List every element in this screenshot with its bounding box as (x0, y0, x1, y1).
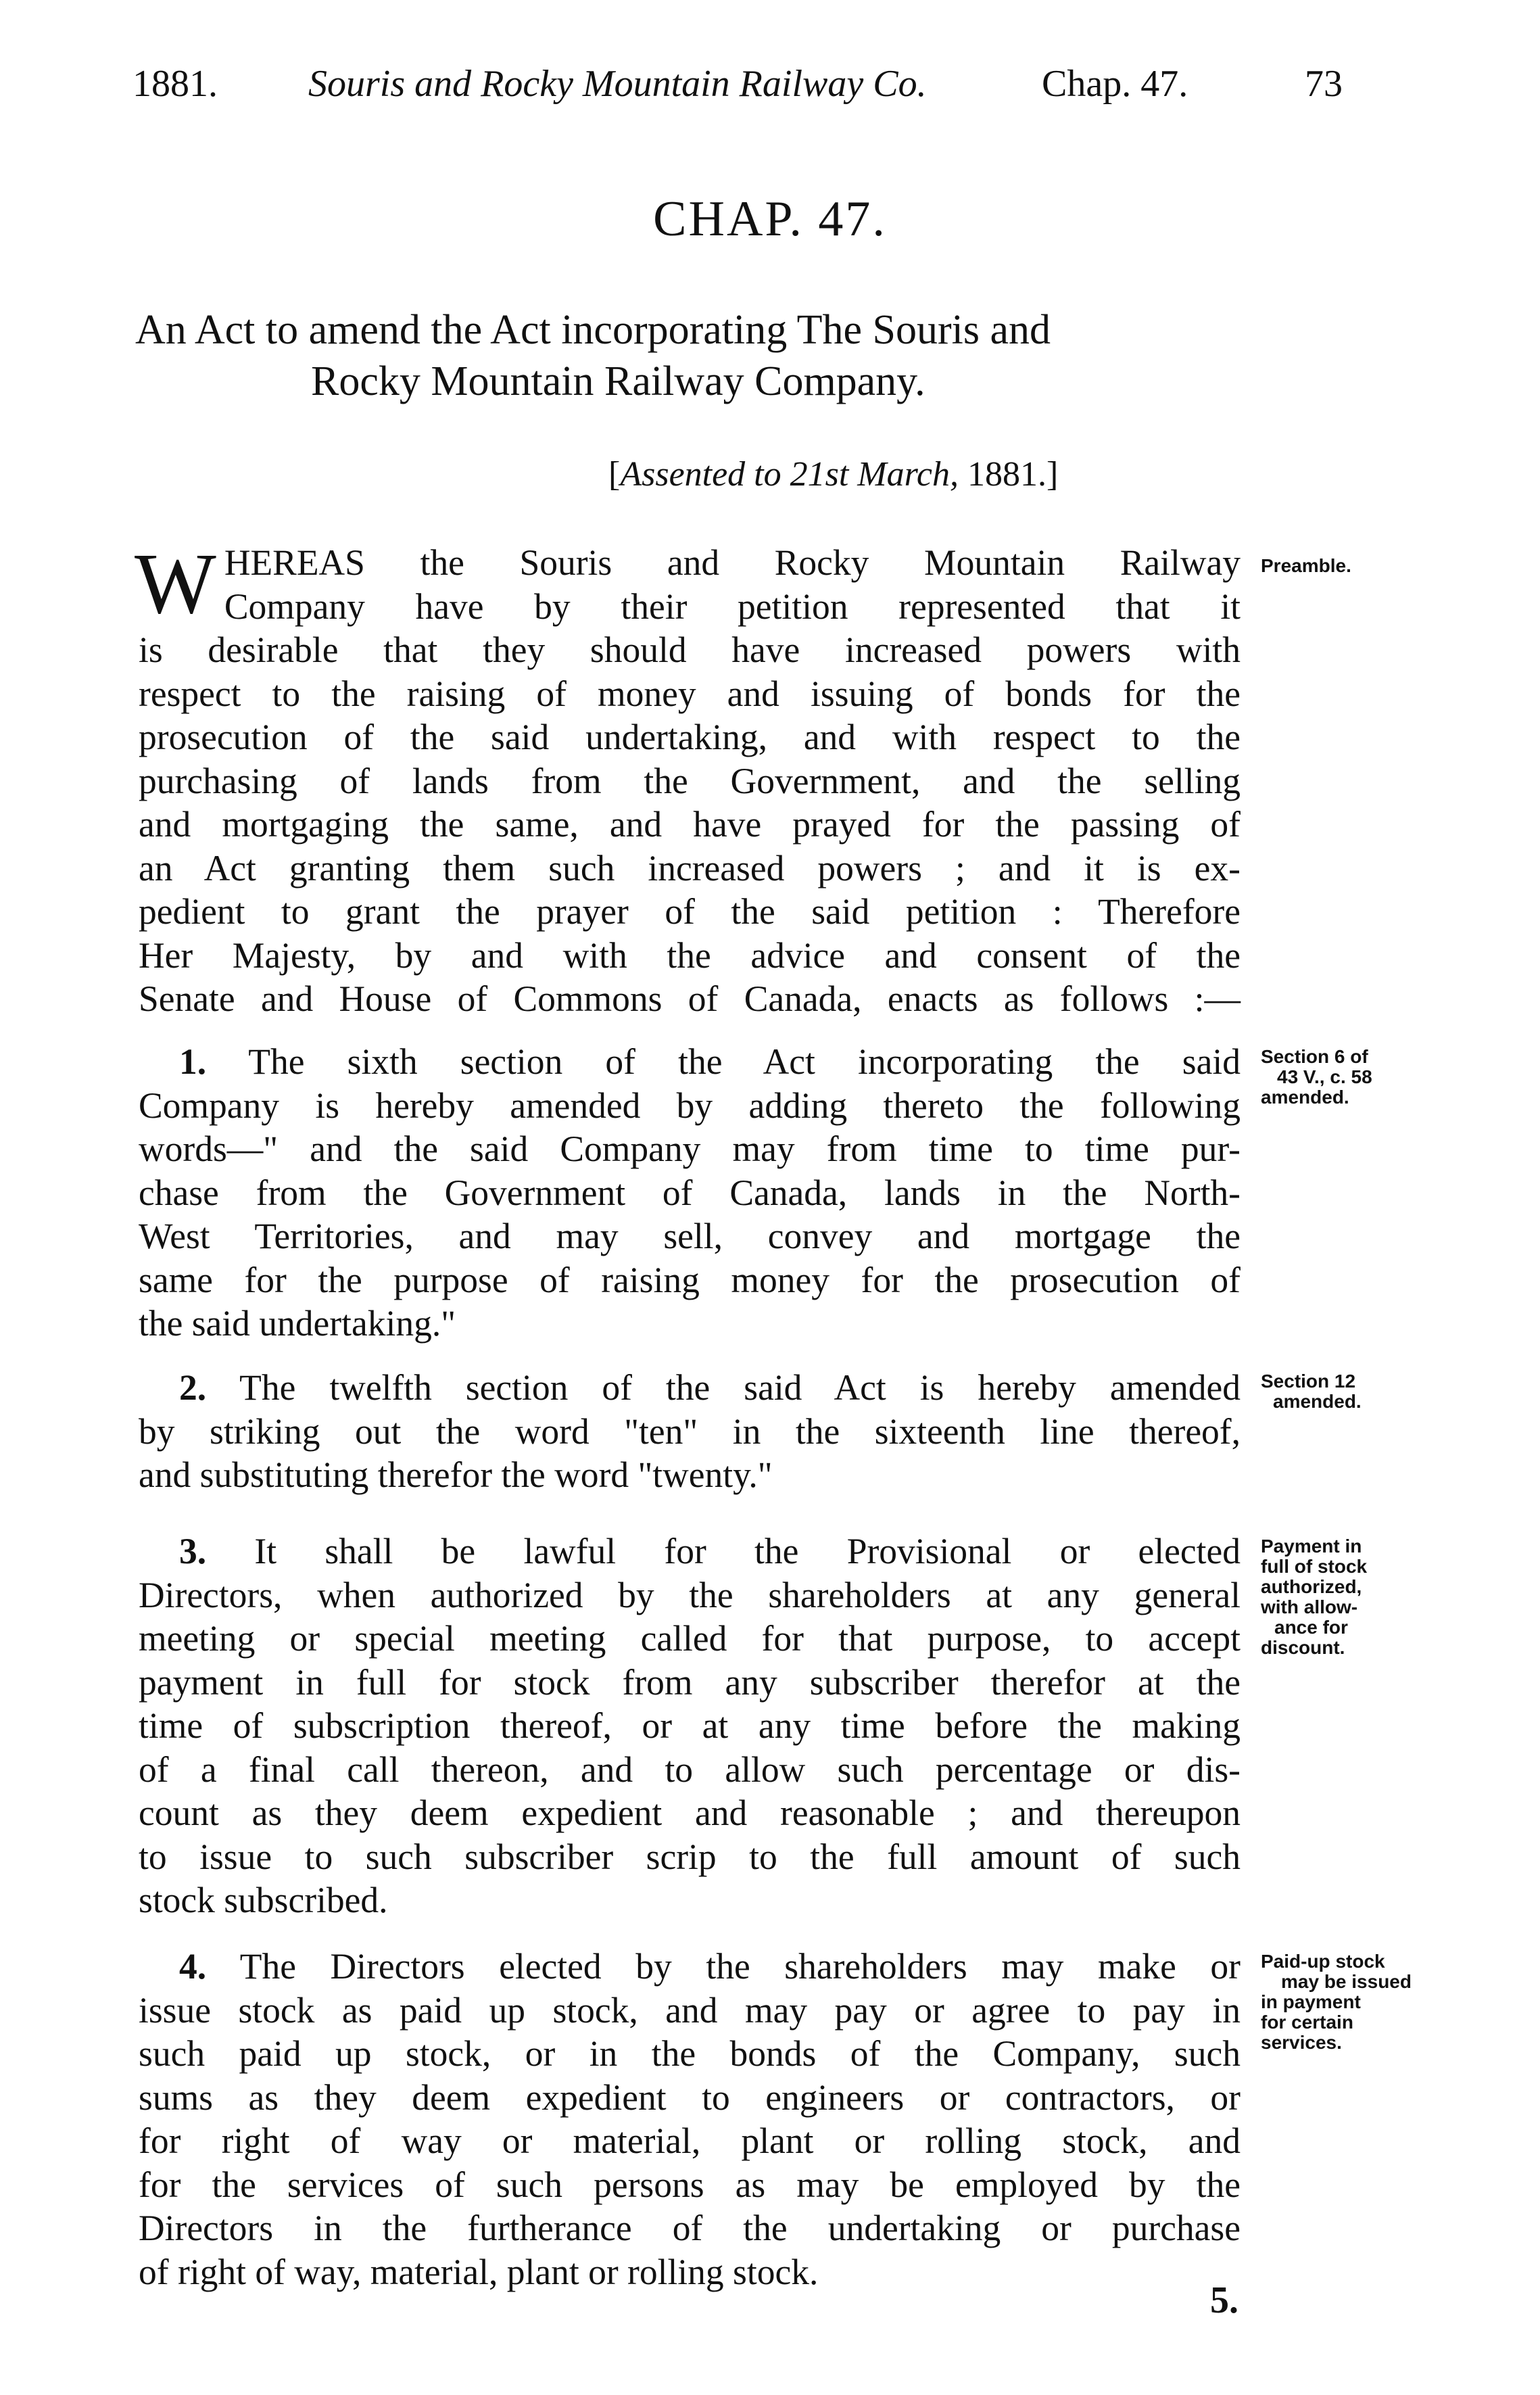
section-line: words—" and the said Company may from time to time pur- (139, 1129, 1241, 1169)
section-4 (139, 1945, 1241, 2294)
header-year: 1881. (133, 63, 218, 105)
catchword: 5. (1210, 2279, 1238, 2321)
drop-cap: W (135, 536, 216, 632)
section-line: Directors in the furtherance of the undertaking or purchase (139, 2208, 1241, 2248)
act-title-line-1: An Act to amend the Act incorporating The Souris and (135, 307, 1051, 353)
section-line: West Territories, and may sell, convey and mortgage the (139, 1216, 1241, 1256)
section-line: by striking out the word "ten" in the sixteenth line thereof, (139, 1410, 1241, 1452)
section-2 (139, 1366, 1241, 1497)
preamble-line: Company have by their petition represented that it (224, 586, 1241, 627)
section-line: count as they deem expedient and reasonable ; and thereupon (139, 1793, 1241, 1833)
preamble-line: Her Majesty, by and with the advice and consent of the (139, 934, 1241, 976)
margin-note-section-2: Section 12 amended. (1261, 1371, 1362, 1412)
margin-note-section-4: Paid-up stock may be issued in payment for certain services. (1261, 1951, 1412, 2053)
section-line: and substituting therefor the word "twenty." (139, 1454, 773, 1495)
section-line: meeting or special meeting called for that purpose, to accept (139, 1618, 1241, 1659)
section-line: Company is hereby amended by adding thereto the following (139, 1085, 1241, 1126)
preamble-line: pedient to grant the prayer of the said petition : Therefore (139, 891, 1241, 932)
assent-year: 1881. (967, 455, 1047, 494)
act-title (135, 304, 1271, 407)
section-line: stock subscribed. (139, 1880, 388, 1920)
section-line: of right of way, material, plant or rolling stock. (139, 2251, 819, 2292)
section-3 (139, 1530, 1241, 1922)
chapter-heading: CHAP. 47. (653, 191, 887, 247)
section-line: sums as they deem expedient to engineers or contractors, or (139, 2077, 1241, 2118)
section-line: 2. The twelfth section of the said Act is hereby amended (179, 1367, 1241, 1408)
preamble-line: purchasing of lands from the Government, and the selling (139, 760, 1241, 801)
section-line: chase from the Government of Canada, lands in the North- (139, 1172, 1241, 1213)
section-line: such paid up stock, or in the bonds of the Company, such (139, 2033, 1241, 2074)
section-line: Directors, when authorized by the shareholders at any general (139, 1574, 1241, 1615)
section-line: for right of way or material, plant or rolling stock, and (139, 2120, 1241, 2161)
section-1 (139, 1040, 1241, 1346)
section-line: the said undertaking." (139, 1303, 456, 1344)
section-line: time of subscription thereof, or at any time before the making (139, 1705, 1241, 1746)
section-number: 2. (179, 1367, 207, 1408)
section-line: 3. It shall be lawful for the Provisional or elected (179, 1531, 1241, 1571)
header-chapter: Chap. 47. (1042, 63, 1188, 105)
section-line: same for the purpose of raising money for the prosecution of (139, 1259, 1241, 1300)
preamble-line: and mortgaging the same, and have prayed for the passing of (139, 804, 1241, 845)
section-line: for the services of such persons as may be employed by the (139, 2164, 1241, 2205)
assent-date: [Assented to 21st March, 1881.] (608, 455, 1059, 494)
preamble-line: Senate and House of Commons of Canada, enacts as follows :— (139, 978, 1241, 1019)
header-title: Souris and Rocky Mountain Railway Co. (308, 63, 927, 105)
running-header (133, 62, 1343, 116)
preamble-line: is desirable that they should have increased powers with (139, 630, 1241, 670)
section-number: 4. (179, 1946, 207, 1987)
section-line: to issue to such subscriber scrip to the full amount of such (139, 1836, 1241, 1877)
section-line: 1. The sixth section of the Act incorporating the said (179, 1041, 1241, 1082)
preamble-line: HEREAS the Souris and Rocky Mountain Railway (224, 542, 1241, 583)
preamble-line: an Act granting them such increased powers ; and it is ex- (139, 847, 1241, 888)
preamble (135, 536, 1241, 1021)
section-number: 1. (179, 1041, 207, 1082)
section-line: payment in full for stock from any subscriber therefor at the (139, 1661, 1241, 1703)
section-line: of a final call thereon, and to allow such percentage or dis- (139, 1749, 1241, 1790)
assent-text: Assented to 21st March, (620, 455, 959, 494)
section-line: 4. The Directors elected by the shareholders may make or (179, 1946, 1241, 1987)
section-line: issue stock as paid up stock, and may pay or agree to pay in (139, 1989, 1241, 2031)
section-number: 3. (179, 1531, 207, 1571)
page-number: 73 (1305, 63, 1343, 105)
preamble-line: prosecution of the said undertaking, and with respect to the (139, 717, 1241, 757)
margin-note-section-3: Payment in full of stock authorized, with allow- ance for discount. (1261, 1536, 1368, 1658)
act-title-line-2: Rocky Mountain Railway Company. (311, 358, 925, 404)
margin-note-preamble: Preamble. (1261, 555, 1351, 576)
margin-note-section-1: Section 6 of 43 V., c. 58 amended. (1261, 1046, 1372, 1108)
preamble-line: respect to the raising of money and issuing of bonds for the (139, 673, 1241, 714)
